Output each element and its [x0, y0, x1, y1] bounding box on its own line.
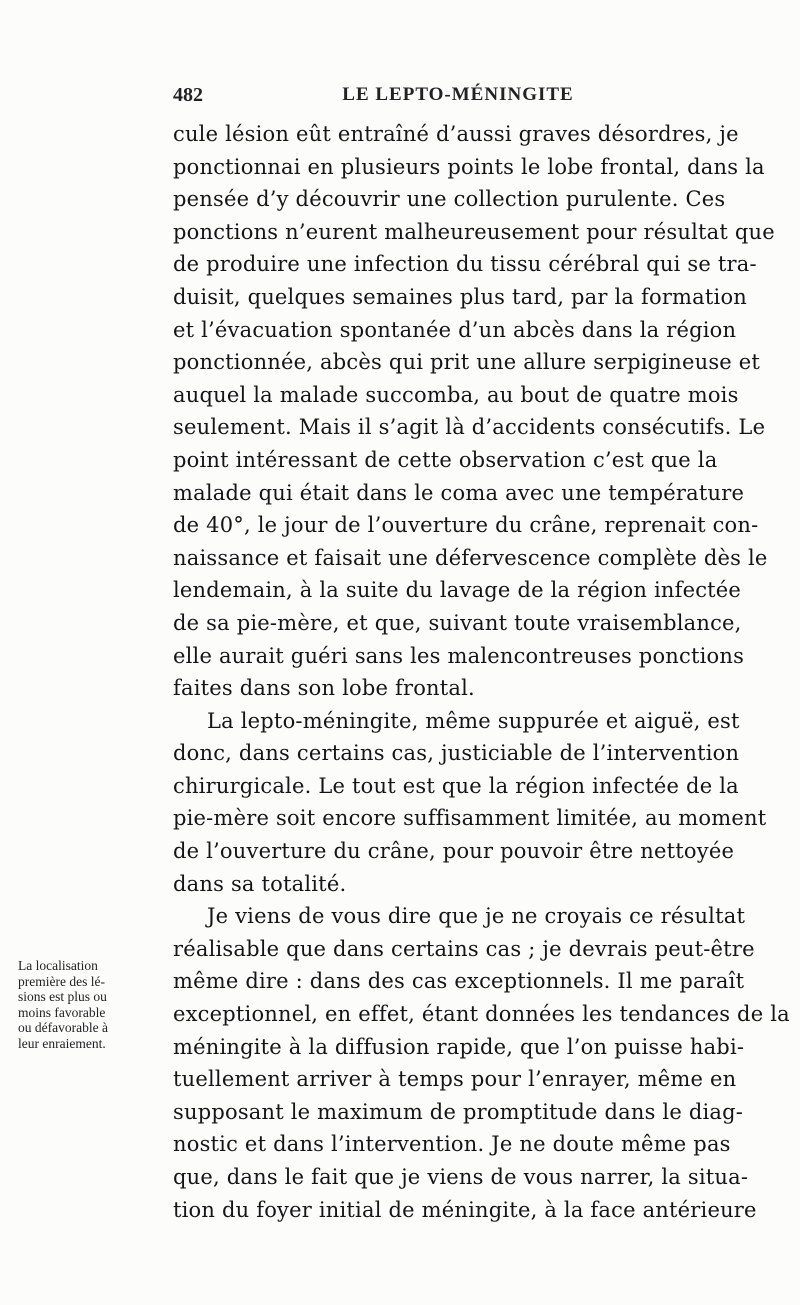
- text-line: tion du foyer initial de méningite, à la face antérieure: [173, 1197, 757, 1222]
- text-line: ponctionnai en plusieurs points le lobe frontal, dans la: [173, 154, 765, 179]
- margin-note-line: sions est plus ou: [18, 989, 107, 1005]
- text-line: pie-mère soit encore suffisamment limitée, au moment: [173, 806, 767, 831]
- text-line: cule lésion eût entraîné d’aussi graves désordres, je: [173, 122, 739, 146]
- page-number: 482: [173, 84, 203, 106]
- text-line: nostic et dans l’intervention. Je ne doute même pas: [173, 1132, 731, 1157]
- text-line: duisit, quelques semaines plus tard, par la formation: [173, 284, 748, 309]
- text-line: lendemain, à la suite du lavage de la région infectée: [173, 578, 742, 603]
- text-line: naissance et faisait une défervescence complète dès le: [173, 545, 768, 570]
- text-line: supposant le maximum de promptitude dans le diag-: [173, 1099, 744, 1124]
- text-line: de 40°, le jour de l’ouverture du crâne, reprenait con-: [173, 513, 759, 538]
- text-line: ponctionnée, abcès qui prit une allure serpigineuse et: [173, 350, 761, 375]
- text-line: de sa pie-mère, et que, suivant toute vraisemblance,: [173, 610, 742, 635]
- text-line: tuellement arriver à temps pour l’enrayer, même en: [173, 1067, 737, 1092]
- text-line: point intéressant de cette observation c’est que la: [173, 447, 718, 472]
- text-line: ponctions n’eurent malheureusement pour résultat que: [173, 219, 775, 244]
- text-line: chirurgicale. Le tout est que la région infectée de la: [173, 773, 739, 798]
- text-line: méningite à la diffusion rapide, que l’on puisse habi-: [173, 1034, 745, 1059]
- text-line: pensée d’y découvrir une collection purulente. Ces: [173, 187, 726, 212]
- page-header: [173, 84, 743, 110]
- text-line: faites dans son lobe frontal.: [173, 676, 475, 701]
- text-line: elle aurait guéri sans les malencontreuses ponctions: [173, 643, 745, 668]
- text-line: donc, dans certains cas, justiciable de l’intervention: [173, 741, 740, 766]
- text-line: exceptionnel, en effet, étant données les tendances de la: [173, 1002, 790, 1027]
- margin-note-line: ou défavorable à: [18, 1020, 108, 1036]
- text-line: seulement. Mais il s’agit là d’accidents consécutifs. Le: [173, 415, 766, 440]
- text-line: que, dans le fait que je viens de vous narrer, la situa-: [173, 1165, 749, 1189]
- margin-note-line: moins favorable: [18, 1004, 106, 1020]
- margin-note: [18, 958, 168, 1052]
- margin-note-line: première des lé-: [18, 973, 105, 989]
- body-text: [173, 118, 790, 1226]
- text-line: de produire une infection du tissu cérébral qui se tra-: [173, 252, 757, 277]
- paragraph-start-line: Je viens de vous dire que je ne croyais ce résultat: [207, 904, 746, 929]
- paragraph-start-line: La lepto-méningite, même suppurée et aiguë, est: [207, 708, 740, 733]
- text-line: malade qui était dans le coma avec une température: [173, 480, 745, 505]
- running-title: LE LEPTO-MÉNINGITE: [342, 84, 574, 105]
- text-line: réalisable que dans certains cas ; je devrais peut-être: [173, 936, 755, 961]
- margin-note-line: La localisation: [18, 958, 98, 973]
- text-line: auquel la malade succomba, au bout de quatre mois: [173, 382, 739, 407]
- text-line: dans sa totalité.: [173, 871, 347, 896]
- margin-note-line: leur enraiement.: [18, 1035, 106, 1051]
- text-line: et l’évacuation spontanée d’un abcès dans la région: [173, 317, 737, 342]
- text-line: même dire : dans des cas exceptionnels. Il me paraît: [173, 969, 745, 994]
- text-line: de l’ouverture du crâne, pour pouvoir être nettoyée: [173, 839, 735, 864]
